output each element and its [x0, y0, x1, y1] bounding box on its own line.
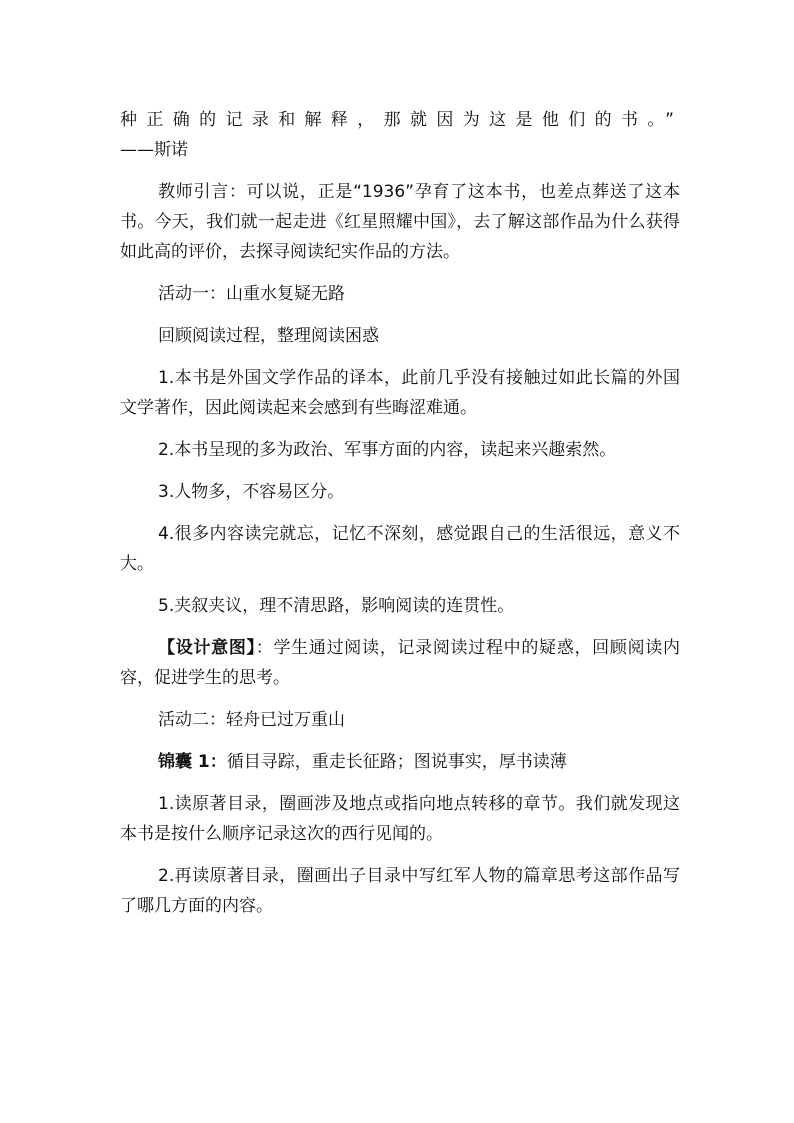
step-item: 2.再读原著目录，圈画出子目录中写红军人物的篇章思考这部作品写了哪几方面的内容。 [120, 866, 680, 916]
difficulty-item: 4.很多内容读完就忘，记忆不深刻，感觉跟自己的生活很远，意义不大。 [120, 524, 680, 574]
document-body [120, 105, 680, 933]
quote-line: 种正确的记录和解释，那就因为这是他们的书。” [120, 110, 680, 130]
design-intent [120, 633, 680, 693]
difficulty-item: 1.本书是外国文学作品的译本，此前几乎没有接触过如此长篇的外国文学著作，因此阅读起来会感到有些晦涩难通。 [120, 368, 680, 418]
activity-one-title: 活动一：山重水复疑无路 [158, 284, 345, 304]
activity-one-subtitle: 回顾阅读过程，整理阅读困惑 [158, 326, 379, 346]
activity-two-title: 活动二：轻舟已过万重山 [158, 710, 345, 730]
tip-text: 循目寻踪，重走长征路；图说事实，厚书读薄 [226, 752, 567, 772]
design-intent-text: ：学生通过阅读，记录阅读过程中的疑惑，回顾阅读内容，促进学生的思考。 [120, 638, 681, 688]
difficulty-item: 5.夹叙夹议，理不清思路，影响阅读的连贯性。 [158, 596, 515, 616]
design-intent-label: 【设计意图】 [158, 638, 256, 658]
quote-attribution: ——斯诺 [120, 140, 188, 160]
tip-label: 锦囊 1： [158, 752, 227, 772]
teacher-intro: 教师引言：可以说，正是“1936”孕育了这本书，也差点葬送了这本书。今天，我们就一起走进《红星照耀中国》，去了解这部作品为什么获得如此高的评价，去探寻阅读纪实作品的方法。 [120, 182, 680, 262]
tip-line [120, 747, 680, 777]
difficulty-item: 3.人物多，不容易区分。 [158, 482, 345, 502]
difficulty-item: 2.本书呈现的多为政治、军事方面的内容，读起来兴趣索然。 [158, 440, 617, 460]
step-item: 1.读原著目录，圈画涉及地点或指向地点转移的章节。我们就发现这本书是按什么顺序记录这次的西行见闻的。 [120, 794, 680, 844]
